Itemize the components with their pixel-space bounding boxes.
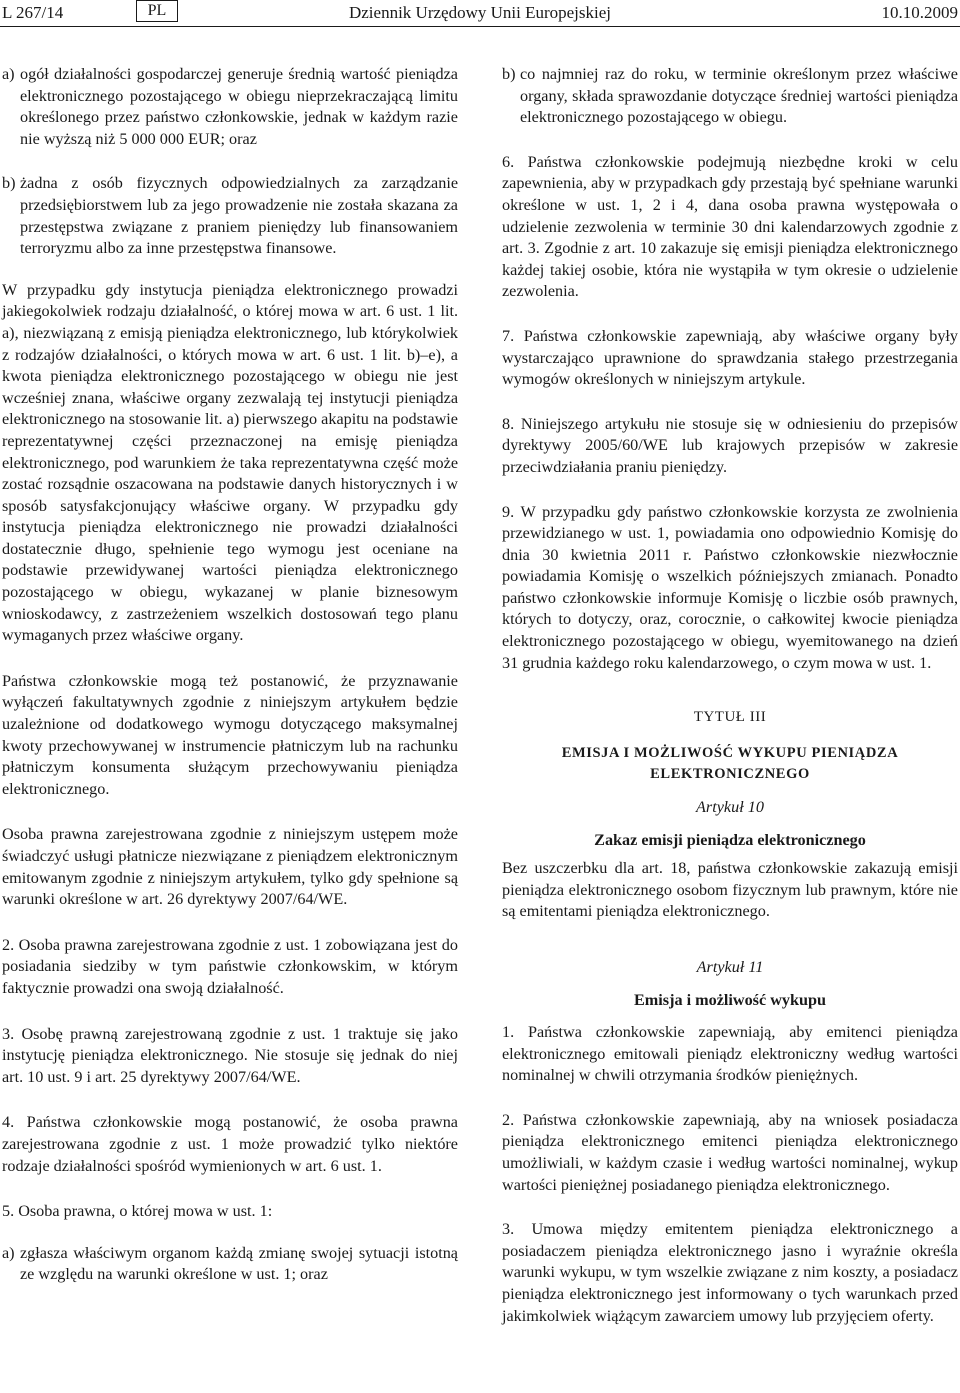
list-item-label: b) [502, 65, 516, 83]
language-code-box: PL [136, 0, 178, 22]
title-number: TYTUŁ III [693, 709, 767, 726]
title-heading: EMISJA I MOŻLIWOŚĆ WYKUPU PIENIĄDZA ELEKTRONICZNEGO [561, 744, 899, 782]
paragraph-9: 9. W przypadku gdy państwo członkowskie korzysta ze zwolnienia przewidzianego w ust. 1, powiadamia ono odpowiednio Komisję do dnia 30 kwietnia 2011 r. Państwo członkowskie niezwłocznie powiadamia Komisję o wszelkich późniejszych zmianach. Ponadto państwo członkowskie informuje Komisję o liczbie osób prawnych, których to dotyczy, oraz, corocznie, o całkowitej kwocie pieniądza elektronicznego pozostającego w obiegu, wyemitowanego na dzień 31 grudnia każdego roku kalendarzowego, o czym mowa w ust. 1. [502, 502, 958, 672]
paragraph-optional-exemption: Państwa członkowskie mogą też postanowić, że przyznawanie wyłączeń fakultatywnych zgodnie z niniejszym artykułem będzie uzależnione od dodatkowego wymogu dotyczącego maksymalnej kwoty przechowywanej w instrumencie płatniczym lub na rachunku płatniczym konsumenta służącym przechowywaniu pieniądza elektronicznego. [2, 671, 458, 798]
list-item-text: żadna z osób fizycznych odpowiedzialnych za zarządzanie przedsiębiorstwem lub za jego prowadzenie nie została skazana za przestępstwa związane z praniem pieniędzy lub finansowaniem terroryzmu albo za inne przestępstwa finansowe. [20, 174, 458, 258]
paragraph-7: 7. Państwa członkowskie zapewniają, aby właściwe organy były wystarczająco uprawnione do sprawdzania stałego przestrzegania wymogów określonych w niniejszym artykule. [502, 326, 958, 389]
list-item-text: co najmniej raz do roku, w terminie określonym przez właściwe organy, składa sprawozdanie dotyczące średniej wartości pieniądza elektronicznego pozostającego w obiegu. [520, 65, 958, 127]
journal-title: Dziennik Urzędowy Unii Europejskiej [348, 3, 611, 22]
list-item-label: a) [2, 65, 15, 83]
list-item-text: zgłasza właściwym organom każdą zmianę swojej sytuacji istotną ze względu na warunki określone w ust. 1; oraz [20, 1243, 458, 1284]
list-item-5a [2, 1243, 458, 1286]
paragraph-5: 5. Osoba prawna, o której mowa w ust. 1: [2, 1202, 273, 1221]
list-item-a [2, 64, 458, 150]
paragraph-2: 2. Osoba prawna zarejestrowana zgodnie z ust. 1 zobowiązana jest do posiadania siedziby w tym państwie członkowskim, w którym faktycznie prowadzi ona swoją działalność. [2, 935, 458, 997]
article-11-paragraph-1: 1. Państwa członkowskie zapewniają, aby emitenci pieniądza elektronicznego emitowali pieniądz elektroniczny według wartości nominalnej w chwili otrzymania środków pieniężnych. [502, 1023, 958, 1085]
right-column [502, 64, 958, 1327]
article-11-title: Emisja i możliwość wykupu [633, 991, 827, 1010]
list-item-5b [502, 64, 958, 129]
paragraph-3: 3. Osobę prawną zarejestrowaną zgodnie z ust. 1 traktuje się jako instytucję pieniądza elektronicznego. Nie stosuje się jednak do niej art. 10 ust. 9 i art. 25 dyrektywy 2007/64/WE. [2, 1024, 458, 1086]
page-header [0, 0, 960, 27]
article-10-title: Zakaz emisji pieniądza elektronicznego [594, 831, 866, 850]
list-item-label: a) [2, 1243, 15, 1262]
list-item-text: ogół działalności gospodarczej generuje średnią wartość pieniądza elektronicznego pozostającego w obiegu nieprzekraczającą limitu określonego przez państwo członkowskie, jednak w każdym razie nie wyższą niż 5 000 000 EUR; oraz [20, 65, 458, 148]
list-item-b [2, 173, 458, 259]
article-10-text: Bez uszczerbku dla art. 18, państwa członkowskie zakazują emisji pieniądza elektronicznego osobom fizycznym lub prawnym, które nie są emitentami pieniądza elektronicznego. [502, 859, 958, 921]
publication-date: 10.10.2009 [881, 3, 958, 22]
paragraph-6: 6. Państwa członkowskie podejmują niezbędne kroki w celu zapewnienia, aby w przypadkach gdy przestają być spełniane warunki określone w ust. 1, 2 i 4, dana osoba prawna występowała o udzielenie zezwolenia w terminie 30 dni kalendarzowych zgodnie z art. 3. Zgodnie z art. 10 zakazuje się emisji pieniądza elektronicznego każdej takiej osobie, która nie wystąpiła w tym okresie o udzielenie zezwolenia. [502, 152, 958, 301]
left-column [2, 64, 458, 1286]
list-item-label: b) [2, 174, 16, 193]
paragraph-estimate: W przypadku gdy instytucja pieniądza elektronicznego prowadzi jakiegokolwiek rodzaju działalność, o której mowa w art. 6 ust. 1 lit. a), niezwiązaną z emisją pieniądza elektronicznego, lub którykolwiek z rodzajów działalności, o których mowa w art. 6 ust. 1 lit. b)–e), a kwota pieniądza elektronicznego pozostającego w obiegu nie jest wcześniej znana, właściwe organy zezwalają tej instytucji pieniądza elektronicznego na stosowanie lit. a) pierwszego akapitu na podstawie reprezentatywnej części przeznaczonej na emisję pieniądza elektronicznego, pod warunkiem że taka reprezentatywna część może zostać rozsądnie oszacowana na podstawie danych historycznych i w sposób satysfakcjonujący właściwe organy. W przypadku gdy instytucja pieniądza elektronicznego nie prowadzi działalności dostatecznie długo, spełnienie tego wymogu jest oceniane na podstawie przewidywanej wartości pieniądza elektronicznego pozostającego w obiegu, wykazanej w planie biznesowym wnioskodawcy, z zastrzeżeniem wszelkich dostosowań tego planu wymaganych przez właściwe organy. [2, 280, 458, 645]
article-11-label: Artykuł 11 [696, 957, 764, 976]
paragraph-legal-person: Osoba prawna zarejestrowana zgodnie z niniejszym ustępem może świadczyć usługi płatnicze niezwiązane z pieniądzem elektronicznym emitowanym zgodnie z niniejszym artykułem, tylko gdy spełnione są warunki określone w art. 26 dyrektywy 2007/64/WE. [2, 825, 458, 909]
page-reference: L 267/14 [2, 3, 64, 22]
article-10-label: Artykuł 10 [696, 797, 764, 816]
article-11-paragraph-3: 3. Umowa między emitentem pieniądza elektronicznego a posiadaczem pieniądza elektronicznego jasno i wyraźnie określa warunki wykupu, w tym wszelkie związane z nim koszty, a posiadacz pieniądza elektronicznego jest informowany o tych warunkach przed jakimkolwiek wiążącym zawarciem umowy lub przyjęciem oferty. [502, 1220, 958, 1325]
paragraph-4: 4. Państwa członkowskie mogą postanowić, że osoba prawna zarejestrowana zgodnie z ust. 1 może prowadzić tylko niektóre rodzaje działalności spośród wymienionych w art. 6 ust. 1. [2, 1113, 458, 1175]
article-11-paragraph-2: 2. Państwa członkowskie zapewniają, aby na wniosek posiadacza pieniądza elektronicznego emitenci pieniądza elektronicznego umożliwiali, w każdym czasie i według wartości nominalnej, wykup wartości pieniężnej posiadanego pieniądza elektronicznego. [502, 1110, 958, 1194]
paragraph-8: 8. Niniejszego artykułu nie stosuje się w odniesieniu do przepisów dyrektywy 2005/60/WE lub krajowych przepisów w zakresie przeciwdziałania praniu pieniędzy. [502, 414, 958, 476]
